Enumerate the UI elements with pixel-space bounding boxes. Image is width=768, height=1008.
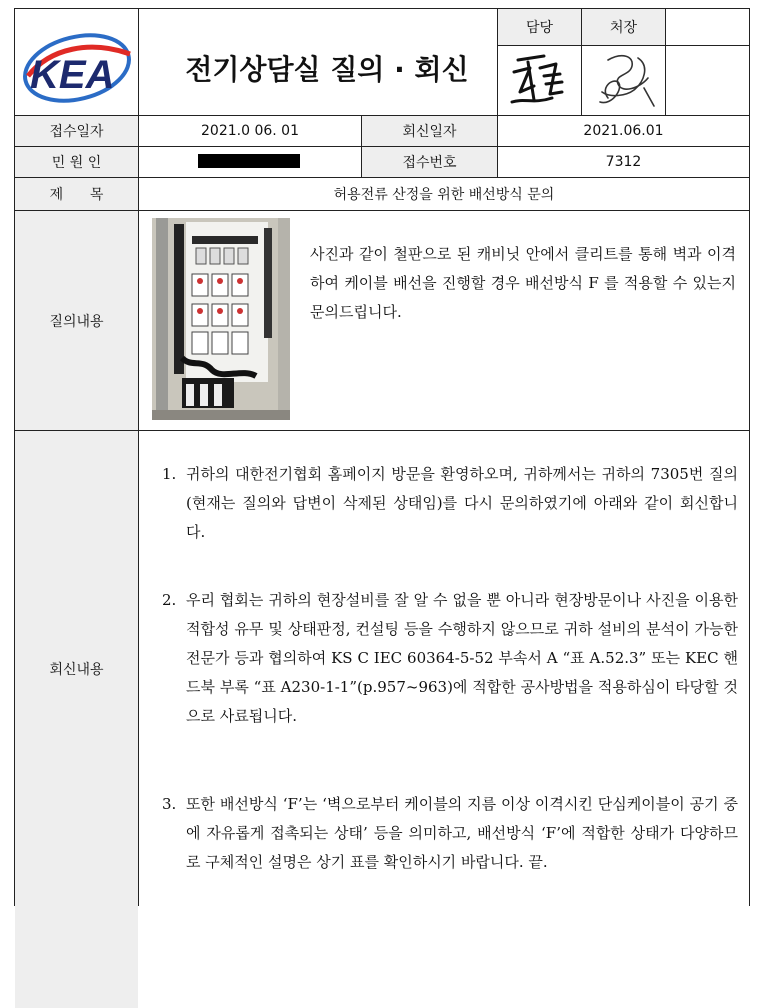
subject-label: 제 목 xyxy=(49,187,104,203)
kea-logo-graphic xyxy=(20,18,134,108)
answer-item-number: 2. xyxy=(162,591,177,609)
signature-director xyxy=(588,48,662,112)
kea-logo xyxy=(20,18,134,108)
received-date-value: 2021.0 06. 01 xyxy=(201,123,299,139)
applicant-redacted xyxy=(198,154,300,168)
answer-item-2 xyxy=(162,586,738,731)
answer-item-text: 우리 협회는 귀하의 현장설비를 잘 알 수 없을 뿐 아니라 현장방문이나 사진을 이용한 적합성 유무 및 상태판정, 컨설팅 등을 수행하지 않으므로 귀하 설비의 분석이 가능한 전문가 등과 협의하여 KS C IEC 60364-5-52 부속서 A “표 A.52.3” 또는 KEC 핸드북 부록 “표 A230-1-1”(p.957~963)에 적합한 공사방법을 적용하심이 타당할 것으로 사료됩니다. xyxy=(186,591,738,725)
applicant-label: 민 원 인 xyxy=(51,155,102,171)
approval-label-staff: 담당 xyxy=(525,20,554,36)
answer-item-1 xyxy=(162,460,738,547)
receipt-number-value: 7312 xyxy=(605,154,642,170)
document-title: 전기상담실 질의 · 회신 xyxy=(185,53,469,86)
answer-item-text: 귀하의 대한전기협회 홈페이지 방문을 환영하오며, 귀하께서는 귀하의 7305번 질의(현재는 질의와 답변이 삭제된 상태임)를 다시 문의하였기에 아래와 같이 회신합니다. xyxy=(186,465,738,541)
answer-label: 회신내용 xyxy=(49,661,104,678)
answer-item-number: 3. xyxy=(162,795,177,813)
subject-value: 허용전류 산정을 위한 배선방식 문의 xyxy=(333,187,555,203)
approval-label-director: 처장 xyxy=(609,20,638,36)
svg-text:KEA: KEA xyxy=(30,53,115,97)
answer-item-3 xyxy=(162,790,738,877)
reply-date-value: 2021.06.01 xyxy=(583,123,664,139)
receipt-number-label: 접수번호 xyxy=(402,155,457,171)
question-text: 사진과 같이 철판으로 된 캐비닛 안에서 클리트를 통해 벽과 이격하여 케이블 배선을 진행할 경우 배선방식 F 를 적용할 수 있는지 문의드립니다. xyxy=(310,245,736,321)
cabinet-photo xyxy=(152,218,290,420)
received-date-label: 접수일자 xyxy=(49,124,104,140)
reply-date-label: 회신일자 xyxy=(402,124,457,140)
question-label: 질의내용 xyxy=(49,313,104,330)
signature-staff xyxy=(504,48,574,112)
answer-item-text: 또한 배선방식 ‘F’는 ‘벽으로부터 케이블의 지름 이상 이격시킨 단심케이블이 공기 중에 자유롭게 접촉되는 상태’ 등을 의미하고, 배선방식 ‘F’에 적합한 상태가 다양하므로 구체적인 설명은 상기 표를 확인하시기 바랍니다. 끝. xyxy=(186,795,738,871)
answer-item-number: 1. xyxy=(162,465,177,483)
document-sheet xyxy=(14,8,750,906)
